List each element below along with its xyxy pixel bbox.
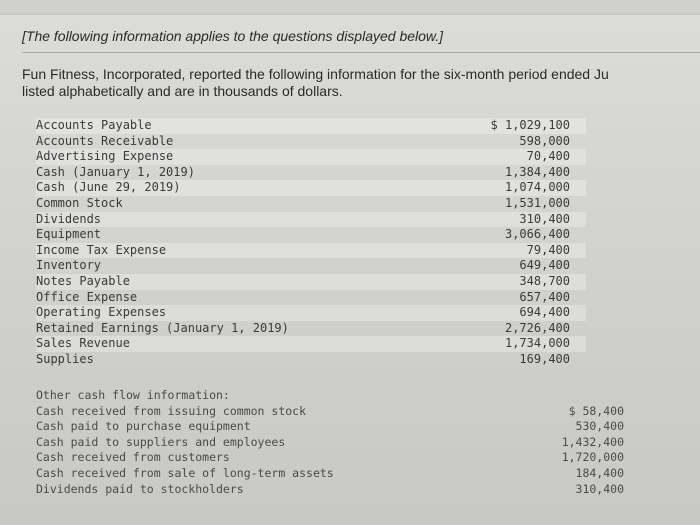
other-cash-flow-table: [36, 388, 626, 497]
account-value: 70,400: [526, 149, 570, 164]
table-row: [36, 227, 586, 243]
account-value: 694,400: [519, 305, 570, 320]
heading-label: Other cash flow information:: [36, 388, 230, 402]
account-value: 2,726,400: [504, 320, 570, 335]
account-value: 1,531,000: [504, 195, 570, 210]
account-label: Retained Earnings (January 1, 2019): [36, 320, 289, 335]
table-row: [36, 274, 586, 290]
account-label: Accounts Payable: [36, 118, 152, 132]
table-row: [36, 419, 626, 435]
table-row: [36, 180, 586, 196]
table-row: [36, 435, 626, 451]
table-row: [36, 196, 586, 212]
account-label: Equipment: [36, 227, 102, 242]
table-row: [36, 305, 586, 321]
intro-line-1: Fun Fitness, Incorporated, reported the following information for the six-month period ended Ju: [22, 66, 609, 82]
cash-flow-value: 1,432,400: [561, 434, 624, 449]
table-row: [36, 404, 626, 420]
cash-flow-label: Cash received from sale of long-term assets: [36, 465, 334, 480]
account-label: Cash (June 29, 2019): [36, 180, 181, 195]
account-label: Operating Expenses: [36, 305, 167, 320]
account-label: Accounts Receivable: [36, 133, 174, 148]
account-value: 1,734,000: [504, 336, 570, 351]
account-value: 169,400: [519, 351, 570, 366]
table-row: [36, 149, 586, 165]
table-row: [36, 118, 586, 134]
account-value: 310,400: [519, 211, 570, 226]
account-label: Common Stock: [36, 195, 123, 210]
cash-flow-value: 184,400: [575, 465, 624, 480]
accounts-table: [36, 118, 586, 368]
account-label: Advertising Expense: [36, 149, 174, 164]
cash-flow-label: Cash received from issuing common stock: [36, 403, 307, 418]
table-row: [36, 482, 626, 498]
cash-flow-value: 530,400: [575, 419, 624, 434]
account-value: 1,384,400: [504, 164, 570, 179]
cash-flow-label: Cash paid to suppliers and employees: [36, 434, 286, 449]
other-cash-flow-heading: [36, 388, 626, 404]
table-row: [36, 243, 586, 259]
table-row: [36, 466, 626, 482]
table-row: [36, 321, 586, 337]
header-note: [The following information applies to the questions displayed below.]: [22, 28, 444, 44]
account-value: 1,074,000: [504, 180, 570, 195]
cash-flow-value: 1,720,000: [561, 450, 624, 465]
account-label: Sales Revenue: [36, 336, 130, 351]
table-row: [36, 336, 586, 352]
divider: [22, 52, 700, 53]
account-label: Office Expense: [36, 289, 138, 304]
account-label: Supplies: [36, 351, 94, 366]
intro-line-2: listed alphabetically and are in thousands of dollars.: [22, 83, 343, 99]
intro-text: [22, 66, 700, 100]
cash-flow-label: Cash received from customers: [36, 450, 230, 465]
cash-flow-label: Cash paid to purchase equipment: [36, 419, 251, 434]
table-row: [36, 352, 586, 368]
table-row: [36, 134, 586, 150]
top-bar: [0, 0, 700, 15]
table-row: [36, 212, 586, 228]
account-value: 649,400: [519, 258, 570, 273]
account-value: $ 1,029,100: [490, 118, 570, 132]
account-value: 348,700: [519, 273, 570, 288]
account-label: Income Tax Expense: [36, 242, 167, 257]
table-row: [36, 450, 626, 466]
cash-flow-value: 310,400: [575, 481, 624, 496]
account-value: 598,000: [519, 133, 570, 148]
account-label: Notes Payable: [36, 273, 130, 288]
cash-flow-label: Dividends paid to stockholders: [36, 481, 244, 496]
table-row: [36, 165, 586, 181]
account-value: 657,400: [519, 289, 570, 304]
table-row: [36, 290, 586, 306]
account-label: Cash (January 1, 2019): [36, 164, 195, 179]
account-label: Dividends: [36, 211, 102, 226]
account-value: 3,066,400: [504, 227, 570, 242]
account-label: Inventory: [36, 258, 102, 273]
table-row: [36, 258, 586, 274]
account-value: 79,400: [526, 242, 570, 257]
cash-flow-value: $ 58,400: [568, 403, 624, 418]
